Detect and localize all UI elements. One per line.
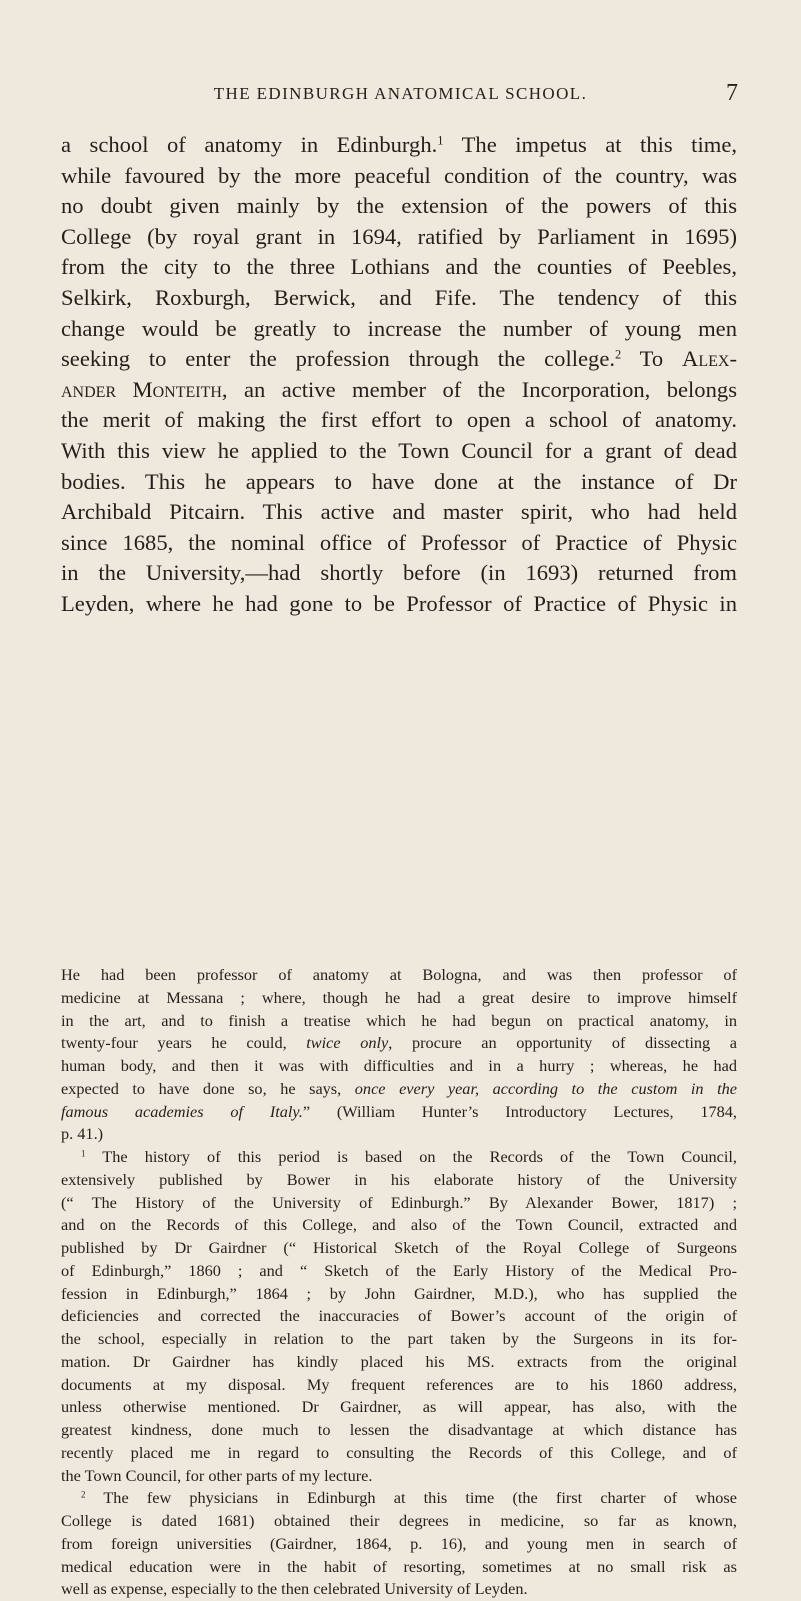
text-line: Leyden, where he had gone to be Professor of Practice of Physic in: [61, 590, 737, 616]
person-name: ander Monteith: [61, 376, 222, 402]
text-line: change would be greatly to increase the number of young men: [61, 315, 737, 341]
note-line: fession in Edinburgh,” 1864 ; by John Gairdner, M.D.), who has supplied the: [61, 1283, 737, 1303]
running-head: THE EDINBURGH ANATOMICAL SCHOOL.: [213, 84, 588, 103]
note-line: medicine at Messana ; where, though he had a great desire to improve himself: [61, 987, 737, 1007]
text-line: seeking to enter the profession through the college.$^2$ To Alex-: [61, 346, 737, 372]
text-line: while favoured by the more peaceful condition of the country, was: [61, 162, 737, 188]
main-text: [61, 130, 737, 620]
text-line: Archibald Pitcairn. This active and master spirit, who had held: [61, 499, 737, 525]
note-line: from foreign universities (Gairdner, 1864, p. 16), and young men in search of: [61, 1533, 737, 1553]
note-line: mation. Dr Gairdner has kindly placed his MS. extracts from the original: [61, 1351, 737, 1371]
note-line: the school, especially in relation to the part taken by the Surgeons in its for-: [61, 1329, 737, 1348]
footnote-ref: 1: [437, 133, 444, 148]
footnotes: [61, 964, 737, 1601]
footnote-mark: 1: [81, 1148, 86, 1159]
footnote-mark: 2: [81, 1489, 86, 1500]
text-line: no doubt given mainly by the extension of the powers of this: [61, 193, 737, 219]
note-line: unless otherwise mentioned. Dr Gairdner, as will appear, has also, with the: [61, 1397, 737, 1417]
note-line: extensively published by Bower in his elaborate history of the University: [61, 1169, 737, 1189]
text-line: bodies. This he appears to have done at the instance of Dr: [61, 468, 737, 494]
note-line: medical education were in the habit of resorting, sometimes at no small risk as: [61, 1556, 737, 1576]
text-line: a school of anatomy in Edinburgh.$^1$ The impetus at this time,: [61, 132, 737, 157]
note-line: $^1$ The history of this period is based on the Records of the Town Council,: [81, 1147, 737, 1166]
text-line: ander Monteith, an active member of the Incorporation, belongs: [61, 376, 737, 402]
note-line: in the art, and to finish a treatise which he had begun on practical anatomy, in: [61, 1010, 737, 1030]
note-line: greatest kindness, done much to lessen the disadvantage at which distance has: [61, 1420, 737, 1439]
note-line: p. 41.): [61, 1124, 104, 1144]
text-line: from the city to the three Lothians and the counties of Peebles,: [61, 254, 737, 280]
note-line: human body, and then it was with difficulties and in a hurry ; whereas, he had: [61, 1056, 737, 1075]
note-line: College is dated 1681) obtained their degrees in medicine, so far as known,: [61, 1511, 737, 1530]
note-line: of Edinburgh,” 1860 ; and “ Sketch of the Early History of the Medical Pro-: [61, 1260, 737, 1280]
text-line: With this view he applied to the Town Council for a grant of dead: [61, 437, 737, 463]
footnote-ref: 2: [615, 347, 622, 362]
note-line: He had been professor of anatomy at Bologna, and was then professor of: [61, 965, 737, 984]
note-line: famous academies of Italy.” (William Hunter’s Introductory Lectures, 1784,: [61, 1101, 738, 1121]
text-line: since 1685, the nominal office of Professor of Practice of Physic: [61, 529, 737, 555]
note-line: the Town Council, for other parts of my lecture.: [61, 1465, 373, 1485]
note-line: deficiencies and corrected the inaccuracies of Bower’s account of the origin of: [61, 1306, 737, 1326]
text-line: in the University,—had shortly before (in 1693) returned from: [61, 560, 737, 586]
text-line: Selkirk, Roxburgh, Berwick, and Fife. The tendency of this: [61, 284, 737, 310]
page-header: [0, 80, 801, 110]
text-line: the merit of making the first effort to open a school of anatomy.: [61, 407, 737, 433]
person-name: Alex-: [682, 346, 737, 372]
note-line: twenty-four years he could, twice only, procure an opportunity of dissecting a: [61, 1033, 737, 1053]
note-line: expected to have done so, he says, once every year, according to the custom in the: [61, 1078, 737, 1098]
note-line: published by Dr Gairdner (“ Historical Sketch of the Royal College of Surgeons: [61, 1238, 737, 1257]
text-line: College (by royal grant in 1694, ratified by Parliament in 1695): [61, 223, 737, 249]
note-line: recently placed me in regard to consulting the Records of this College, and of: [61, 1442, 737, 1462]
note-line: well as expense, especially to the then celebrated University of Leyden.: [61, 1579, 528, 1599]
note-line: $^2$ The few physicians in Edinburgh at this time (the first charter of whose: [81, 1488, 737, 1508]
note-line: documents at my disposal. My frequent references are to his 1860 address,: [61, 1374, 737, 1394]
page-number: 7: [726, 80, 738, 106]
note-line: (“ The History of the University of Edinburgh.” By Alexander Bower, 1817) ;: [61, 1192, 737, 1212]
note-line: and on the Records of this College, and also of the Town Council, extracted and: [61, 1215, 737, 1235]
